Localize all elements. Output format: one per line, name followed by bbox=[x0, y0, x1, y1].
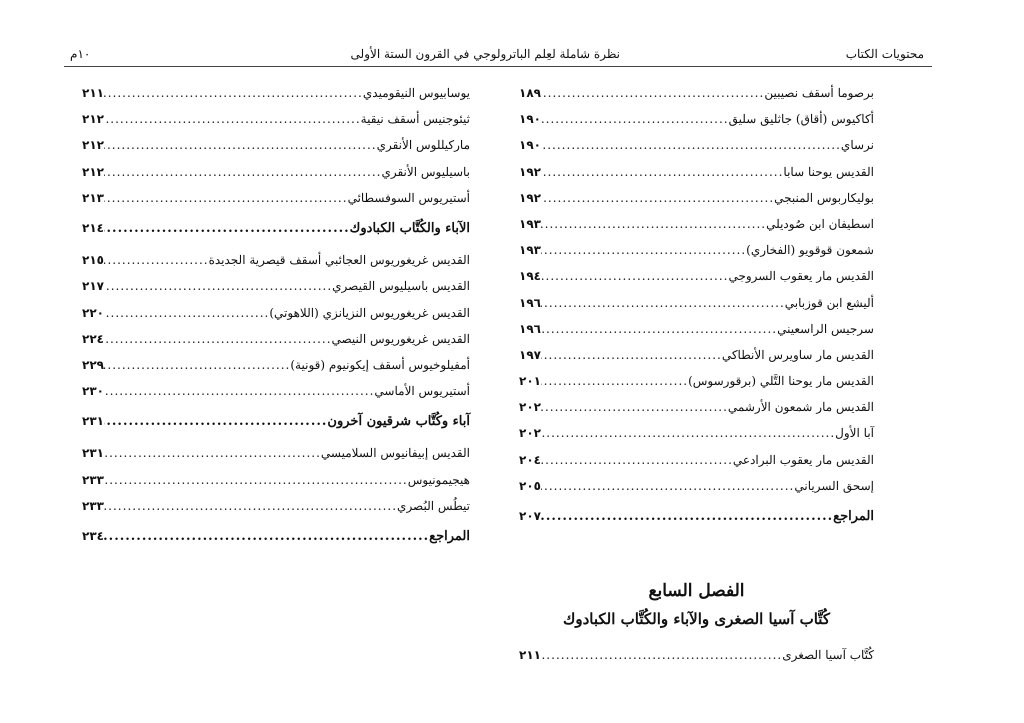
toc-entry bbox=[519, 348, 874, 374]
toc-entry bbox=[519, 243, 874, 269]
toc-entry bbox=[519, 322, 874, 348]
toc-entry-page: ٢٠٥ bbox=[519, 478, 541, 493]
toc-leader bbox=[541, 243, 746, 257]
toc-leader bbox=[541, 509, 833, 524]
toc-entry bbox=[82, 165, 470, 191]
toc-entry-title: الآباء والكُتَّاب الكبادوك bbox=[349, 220, 470, 236]
toc-leader bbox=[104, 221, 350, 236]
toc-leader bbox=[104, 446, 321, 460]
toc-entry-title: إسحق السرياني bbox=[794, 478, 874, 493]
toc-leader bbox=[104, 529, 429, 544]
toc-leader bbox=[541, 374, 688, 388]
toc-section-heading bbox=[519, 509, 874, 535]
toc-entry-page: ٢٠٧ bbox=[519, 509, 541, 523]
toc-entry-page: ٢١٣ bbox=[82, 190, 104, 205]
right-bottom-column bbox=[519, 648, 874, 674]
toc-entry-page: ١٩٧ bbox=[519, 347, 541, 362]
toc-entry-title: القديس غريغوريوس النزيانزي (اللاهوتي) bbox=[269, 305, 470, 320]
toc-entry-page: ١٩٢ bbox=[519, 190, 541, 205]
left-column bbox=[82, 86, 470, 561]
toc-entry-title: برصوما أسقف نصيبين bbox=[764, 86, 874, 100]
toc-entry-page: ٢١٢ bbox=[82, 164, 104, 179]
toc-entry bbox=[519, 453, 874, 479]
toc-leader bbox=[541, 269, 728, 283]
toc-entry-title: القديس مار يوحنا التَّلي (برقورسوس) bbox=[688, 374, 874, 389]
right-column bbox=[519, 86, 874, 541]
toc-entry-page: ١٩٤ bbox=[519, 269, 541, 284]
toc-leader bbox=[104, 138, 377, 152]
toc-leader bbox=[104, 191, 348, 205]
toc-entry-title: القديس مار ساويرس الأنطاكي bbox=[721, 347, 874, 362]
toc-leader bbox=[541, 191, 774, 205]
toc-entry-title: أكاكيوس (أقاق) جاثليق سليق bbox=[728, 112, 874, 127]
toc-entry-title: القديس إبيفانيوس السلاميسي bbox=[320, 446, 470, 461]
toc-entry bbox=[519, 374, 874, 400]
toc-entry-title: القديس غريغوريوس العجائبي أسقف قيصرية الجديدة bbox=[208, 253, 470, 268]
toc-entry-page: ٢٣١ bbox=[82, 414, 104, 429]
toc-leader bbox=[104, 279, 332, 293]
toc-entry-title: المراجع bbox=[429, 529, 470, 544]
toc-entry-page: ١٨٩ bbox=[519, 86, 541, 100]
toc-entry-title: نرساي bbox=[840, 138, 874, 153]
toc-entry bbox=[519, 400, 874, 426]
toc-leader bbox=[541, 648, 782, 662]
toc-leader bbox=[541, 400, 728, 414]
toc-entry-page: ٢١٤ bbox=[82, 220, 104, 235]
toc-entry bbox=[519, 217, 874, 243]
toc-entry-page: ١٩٠ bbox=[519, 138, 541, 153]
toc-entry-title: القديس غريغوريوس النيصي bbox=[331, 331, 470, 346]
toc-entry-title: أستيريوس الأماسي bbox=[374, 384, 470, 399]
toc-leader bbox=[104, 86, 363, 100]
toc-entry-title: المراجع bbox=[833, 509, 874, 524]
toc-entry-title: هيجيمونيوس bbox=[407, 472, 470, 487]
toc-leader bbox=[541, 453, 733, 467]
toc-entry bbox=[82, 473, 470, 499]
toc-entry bbox=[82, 253, 470, 279]
toc-entry bbox=[519, 296, 874, 322]
toc-leader bbox=[541, 86, 764, 100]
toc-leader bbox=[104, 165, 381, 179]
toc-entry bbox=[519, 191, 874, 217]
toc-entry bbox=[82, 384, 470, 410]
toc-entry-title: شمعون قوقويو (الفخاري) bbox=[746, 243, 874, 258]
toc-entry bbox=[519, 112, 874, 138]
toc-entry-title: القديس مار شمعون الأرشمي bbox=[727, 400, 874, 415]
toc-entry-title: أمفيلوخيوس أسقف إيكونيوم (قونية) bbox=[290, 357, 470, 372]
toc-entry-title: سرجيس الراسعيني bbox=[777, 321, 874, 336]
toc-entry-title: ثيئوجنيس أسقف نيقية bbox=[360, 112, 470, 127]
toc-section-heading bbox=[82, 221, 470, 247]
toc-entry bbox=[82, 358, 470, 384]
toc-leader bbox=[104, 332, 332, 346]
toc-leader bbox=[541, 138, 841, 152]
toc-entry-page: ٢١٥ bbox=[82, 253, 104, 268]
toc-entry-title: القديس باسيليوس القيصري bbox=[332, 279, 470, 294]
toc-entry bbox=[82, 112, 470, 138]
toc-entry bbox=[519, 269, 874, 295]
toc-entry-title: أستيريوس السوفسطائي bbox=[347, 190, 470, 205]
toc-entry bbox=[519, 426, 874, 452]
toc-entry-title: باسيليوس الأنقري bbox=[381, 164, 470, 179]
chapter-number: الفصل السابع bbox=[648, 581, 745, 601]
toc-leader bbox=[541, 426, 835, 440]
toc-entry-page: ٢٠٢ bbox=[519, 426, 541, 441]
toc-entry-page: ١٩٠ bbox=[519, 112, 541, 127]
toc-leader bbox=[104, 112, 361, 126]
toc-entry bbox=[519, 138, 874, 164]
toc-entry bbox=[519, 648, 874, 674]
toc-entry-page: ٢٣١ bbox=[82, 446, 104, 461]
toc-leader bbox=[104, 253, 209, 267]
toc-entry-page: ٢١٢ bbox=[82, 112, 104, 127]
toc-leader bbox=[541, 296, 785, 310]
toc-entry-title: القديس مار يعقوب السروجي bbox=[728, 269, 874, 284]
toc-entry-page: ٢١٢ bbox=[82, 138, 104, 153]
toc-entry bbox=[82, 499, 470, 525]
toc-entry-page: ٢١٧ bbox=[82, 279, 104, 294]
toc-section-heading bbox=[82, 414, 470, 440]
toc-entry-page: ٢٣٤ bbox=[82, 529, 104, 543]
toc-entry-page: ٢٢٠ bbox=[82, 305, 104, 320]
toc-entry-page: ١٩٣ bbox=[519, 216, 541, 231]
toc-leader bbox=[104, 384, 374, 398]
toc-leader bbox=[104, 358, 290, 372]
toc-entry-page: ٢٣٣ bbox=[82, 498, 104, 513]
toc-entry-page: ٢٣٠ bbox=[82, 384, 104, 399]
toc-entry-title: ماركيللوس الأنقري bbox=[376, 138, 470, 153]
toc-entry-page: ٢٠١ bbox=[519, 374, 541, 389]
toc-entry-page: ٢٢٩ bbox=[82, 357, 104, 372]
toc-leader bbox=[541, 348, 722, 362]
toc-entry-page: ٢٠٤ bbox=[519, 452, 541, 467]
toc-entry-title: بوليكاربوس المنبجي bbox=[774, 190, 874, 205]
toc-entry-title: كُتَّاب آسيا الصغرى bbox=[782, 648, 874, 662]
toc-entry-title: اسطيفان ابن صُوديلي bbox=[766, 216, 874, 231]
toc-entry bbox=[82, 306, 470, 332]
toc-entry-page: ١٩٦ bbox=[519, 321, 541, 336]
toc-entry bbox=[519, 479, 874, 505]
toc-entry-title: تيطُس البُصري bbox=[397, 498, 470, 513]
toc-entry bbox=[82, 332, 470, 358]
toc-entry-title: آبا الأول bbox=[835, 426, 874, 441]
toc-entry bbox=[519, 86, 874, 112]
toc-leader bbox=[541, 217, 766, 231]
header-book-contents: محتويات الكتاب bbox=[845, 47, 924, 61]
toc-entry-page: ١٩٦ bbox=[519, 295, 541, 310]
toc-entry-page: ٢١١ bbox=[82, 86, 104, 100]
toc-entry-page: ٢٠٢ bbox=[519, 400, 541, 415]
toc-entry bbox=[82, 138, 470, 164]
toc-entry-title: القديس مار يعقوب البرادعي bbox=[732, 452, 874, 467]
toc-leader bbox=[541, 112, 729, 126]
toc-leader bbox=[541, 165, 783, 179]
toc-leader bbox=[104, 306, 269, 320]
toc-entry-title: آباء وكُتَّاب شرقيون آخرون bbox=[327, 414, 470, 430]
toc-leader bbox=[104, 473, 408, 487]
toc-entry-title: يوسابيوس النيقوميدي bbox=[362, 86, 470, 100]
toc-entry bbox=[82, 446, 470, 472]
toc-leader bbox=[541, 479, 794, 493]
toc-entry-page: ٢٢٤ bbox=[82, 331, 104, 346]
toc-entry-page: ١٩٢ bbox=[519, 164, 541, 179]
toc-entry-page: ٢١١ bbox=[519, 648, 541, 662]
header-rule bbox=[64, 66, 932, 67]
header-book-title: نظرة شاملة لعِلم الباترولوجي في القرون الستة الأولى bbox=[350, 47, 620, 61]
toc-entry bbox=[82, 86, 470, 112]
toc-leader bbox=[104, 414, 327, 429]
toc-entry bbox=[82, 191, 470, 217]
toc-leader bbox=[104, 499, 397, 513]
toc-section-heading bbox=[82, 529, 470, 555]
toc-entry-title: القديس يوحنا سابا bbox=[783, 164, 874, 179]
toc-entry bbox=[82, 279, 470, 305]
header-page-number: ١٠م bbox=[70, 47, 91, 61]
toc-leader bbox=[541, 322, 777, 336]
chapter-title: كُتَّاب آسيا الصغرى والآباء والكُتَّاب الكبادوك bbox=[563, 610, 830, 628]
toc-entry-page: ٢٣٣ bbox=[82, 472, 104, 487]
toc-entry bbox=[519, 165, 874, 191]
toc-entry-title: أليشع ابن قوزبابي bbox=[784, 295, 874, 310]
toc-entry-page: ١٩٣ bbox=[519, 243, 541, 258]
